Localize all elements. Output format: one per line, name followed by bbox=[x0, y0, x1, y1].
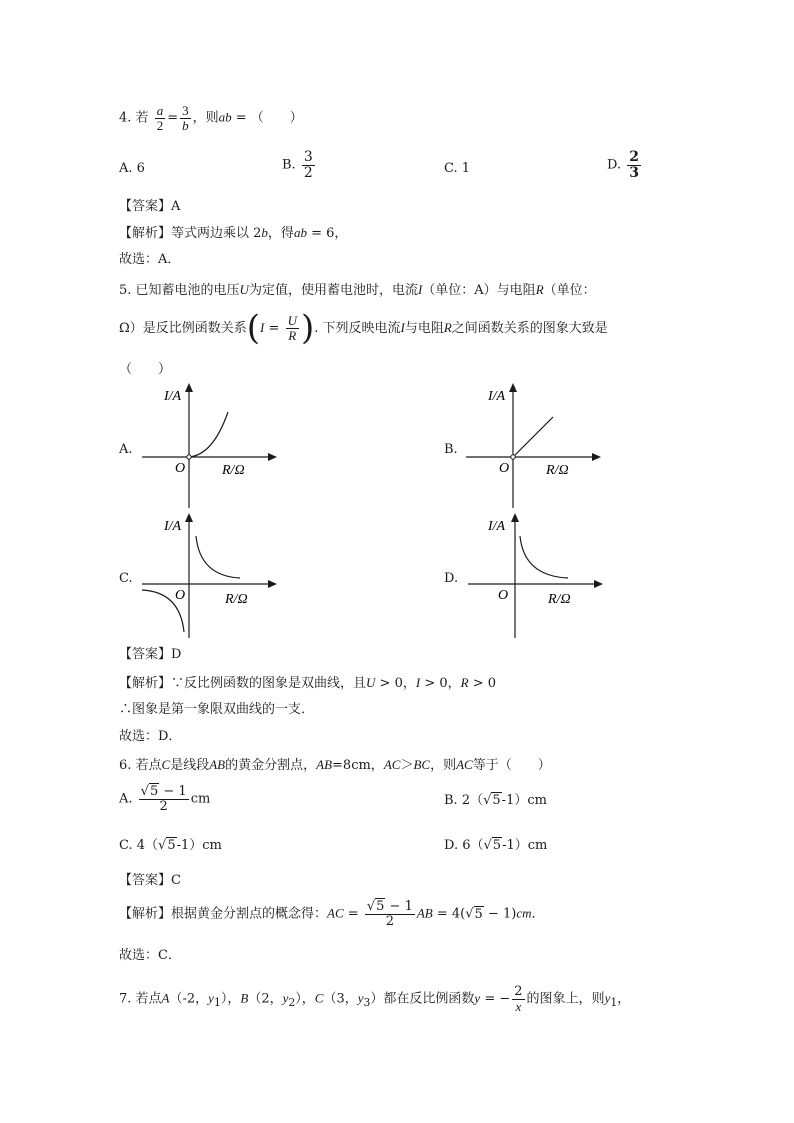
y-axis-arrow bbox=[511, 513, 519, 522]
fraction-a-over-2: $\frac{a}{2}$ bbox=[156, 103, 164, 133]
q5-graph-b-label: B. bbox=[444, 442, 458, 457]
q5-graph-d-label: D. bbox=[444, 571, 459, 586]
x-axis-arrow bbox=[268, 453, 277, 461]
y-axis-label: I/A bbox=[164, 519, 182, 534]
q5-therefore: ∴图象是第一象限双曲线的一支． bbox=[119, 702, 315, 717]
q6-option-c: C. 4（√5-1）cm bbox=[119, 838, 222, 853]
fraction-2-over-3: $\frac{2}{3}$ bbox=[629, 149, 639, 181]
origin-label: O bbox=[175, 588, 186, 603]
q6-analysis: 【解析】根据黄金分割点的概念得：AC = $\frac{√5 - 1}{2}$ AB = 4(√5 − 1)cm． bbox=[119, 899, 545, 929]
q5-graph-c-label: C. bbox=[119, 571, 133, 586]
curve-first-quadrant bbox=[196, 536, 240, 578]
curve-first-quadrant bbox=[520, 536, 568, 578]
q4-option-c: C. 1 bbox=[444, 161, 471, 176]
q5-graph-a-label: A. bbox=[119, 442, 133, 457]
open-origin-point bbox=[511, 455, 515, 459]
fraction-2-over-x: $\frac{2}{x}$ bbox=[514, 984, 523, 1014]
q5-stem-line2: Ω）是反比例函数关系(I = $\frac{U}{R}$ ). 下列反映电流I与电阻R之间函数关系的图象大致是 bbox=[119, 308, 608, 348]
y-axis-arrow bbox=[509, 383, 517, 392]
origin-label: O bbox=[499, 461, 510, 476]
q6-option-b: B. 2（√5-1）cm bbox=[444, 793, 547, 808]
origin-label: O bbox=[498, 588, 509, 603]
x-axis-label: R/Ω bbox=[546, 463, 569, 478]
q5-choose: 故选：D． bbox=[119, 729, 182, 744]
x-axis-arrow bbox=[594, 580, 603, 588]
q6-choose: 故选：C． bbox=[119, 948, 181, 963]
q4-answer: 【答案】A bbox=[119, 199, 181, 214]
q5-graph-d bbox=[464, 510, 604, 640]
q4-option-a: A. 6 bbox=[119, 161, 145, 176]
q4-option-d: D. $\frac{2}{3}$ bbox=[607, 149, 639, 181]
line bbox=[513, 417, 553, 457]
q4-choose: 故选：A． bbox=[119, 252, 181, 267]
q5-graph-c bbox=[138, 510, 278, 640]
x-axis-arrow bbox=[592, 453, 601, 461]
q5-graph-b bbox=[462, 380, 602, 510]
curve bbox=[189, 412, 228, 457]
fraction-3-over-2: $\frac{3}{2}$ bbox=[303, 149, 313, 181]
q5-graph-a bbox=[138, 380, 278, 510]
q4-option-b: B. $\frac{3}{2}$ bbox=[282, 149, 313, 181]
q6-answer: 【答案】C bbox=[119, 873, 181, 888]
q5-answer: 【答案】D bbox=[119, 647, 182, 662]
y-axis-label: I/A bbox=[164, 389, 182, 404]
q7-stem: 7. 若点A（-2，$y_1$），B（2，$y_2$），C（3，$y_3$）都在反比例函数y = − $\frac{2}{x}$ 的图象上，则$y_1$， bbox=[119, 984, 631, 1014]
q5-stem-line3: （ ） bbox=[119, 362, 172, 377]
q6-stem: 6. 若点C是线段AB的黄金分割点，AB=8cm，AC＞BC，则AC等于（ ） bbox=[119, 757, 551, 773]
fraction-3-over-b: $\frac{3}{b}$ bbox=[182, 103, 189, 133]
q5-analysis: 【解析】∵反比例函数的图象是双曲线，且U > 0，I > 0，R > 0 bbox=[119, 675, 497, 691]
y-axis-arrow bbox=[185, 513, 193, 522]
origin-label: O bbox=[175, 461, 186, 476]
fraction-u-over-r: $\frac{U}{R}$ bbox=[287, 313, 297, 343]
q6-option-d: D. 6（√5-1）cm bbox=[444, 838, 548, 853]
x-axis-arrow bbox=[268, 580, 277, 588]
x-axis-label: R/Ω bbox=[225, 592, 248, 607]
y-axis-label: I/A bbox=[488, 389, 506, 404]
q4-stem: 4. 若 $\frac{a}{2}$ = $\frac{3}{b}$ ，则ab = （ ） bbox=[119, 103, 303, 133]
fraction-golden-ratio: $\frac{√5 - 1}{2}$ bbox=[366, 899, 413, 929]
q5-stem-line1: 5. 已知蓄电池的电压U为定值，使用蓄电池时，电流I（单位：A）与电阻R（单位： bbox=[119, 282, 596, 298]
x-axis-label: R/Ω bbox=[548, 592, 571, 607]
q6-option-a: A. $\frac{√5 - 1}{2}$ cm bbox=[119, 784, 211, 814]
q4-analysis: 【解析】等式两边乘以 2b，得ab = 6， bbox=[119, 225, 348, 241]
fraction-golden-ratio: $\frac{√5 - 1}{2}$ bbox=[140, 784, 187, 814]
y-axis-arrow bbox=[185, 383, 193, 392]
open-origin-point bbox=[187, 455, 191, 459]
y-axis-label: I/A bbox=[488, 519, 506, 534]
x-axis-label: R/Ω bbox=[222, 463, 245, 478]
